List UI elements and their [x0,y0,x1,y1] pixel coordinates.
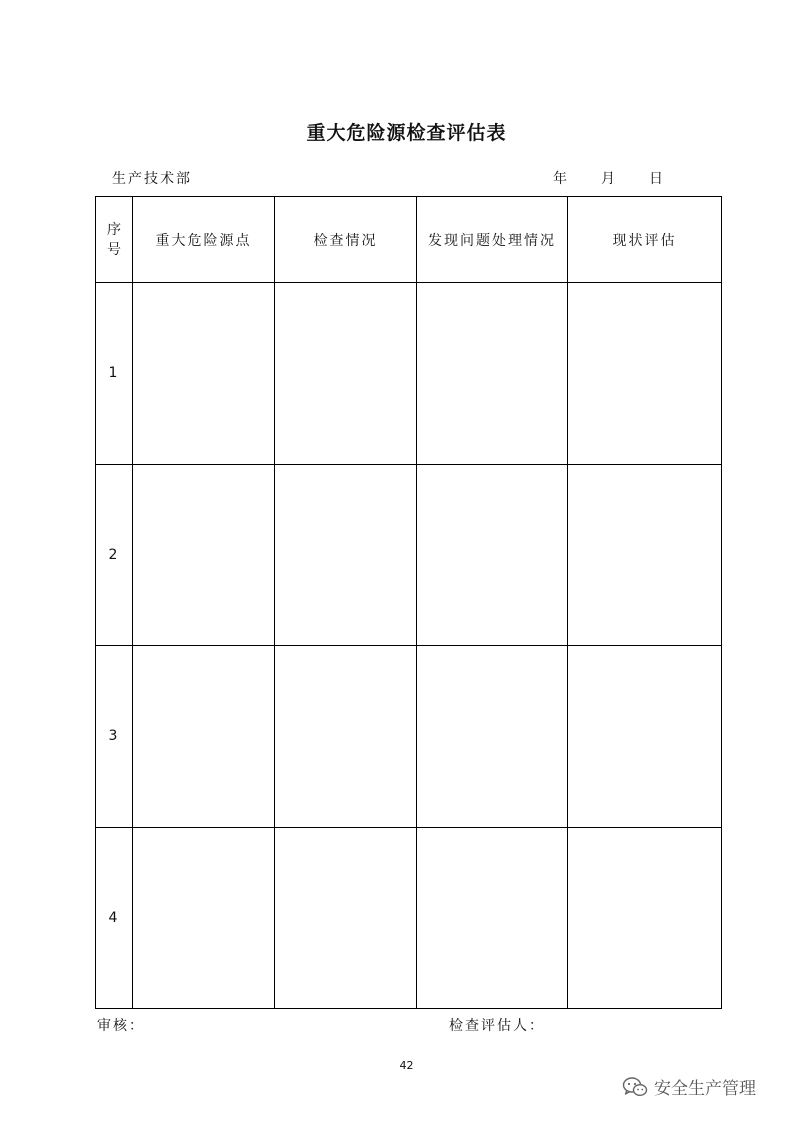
reviewer-label: 审核： [97,1018,145,1034]
cell-issue-handling[interactable] [417,283,568,464]
watermark [622,1074,756,1099]
date-month-label: 月 [601,171,615,187]
document-title: 重大危险源检查评估表 [306,122,507,144]
date-year-label: 年 [553,171,567,187]
table-row [96,283,722,464]
cell-inspection[interactable] [275,464,417,645]
cell-inspection[interactable] [275,827,417,1008]
cell-hazard-point[interactable] [133,646,275,827]
wechat-icon [622,1076,648,1098]
date-day-label: 日 [649,171,663,187]
cell-status-assessment[interactable] [568,464,722,645]
cell-issue-handling[interactable] [417,827,568,1008]
inspector-label: 检查评估人： [449,1018,545,1034]
cell-status-assessment[interactable] [568,283,722,464]
header-status-assessment: 现状评估 [568,197,722,283]
cell-issue-handling[interactable] [417,464,568,645]
table-row [96,646,722,827]
cell-hazard-point[interactable] [133,464,275,645]
table-header-row [96,197,722,283]
cell-hazard-point[interactable] [133,283,275,464]
table-row [96,827,722,1008]
row-number: 3 [96,646,133,827]
watermark-text: 安全生产管理 [654,1079,756,1099]
page-number: 42 [399,1059,414,1072]
row-number: 4 [96,827,133,1008]
cell-status-assessment[interactable] [568,827,722,1008]
header-hazard-point: 重大危险源点 [133,197,275,283]
header-seq: 序号 [96,197,133,283]
table-row [96,464,722,645]
cell-hazard-point[interactable] [133,827,275,1008]
header-inspection: 检查情况 [275,197,417,283]
inspection-table [95,196,722,1009]
cell-issue-handling[interactable] [417,646,568,827]
department-label: 生产技术部 [112,171,192,187]
header-issue-handling: 发现问题处理情况 [417,197,568,283]
cell-inspection[interactable] [275,283,417,464]
row-number: 1 [96,283,133,464]
cell-status-assessment[interactable] [568,646,722,827]
cell-inspection[interactable] [275,646,417,827]
row-number: 2 [96,464,133,645]
